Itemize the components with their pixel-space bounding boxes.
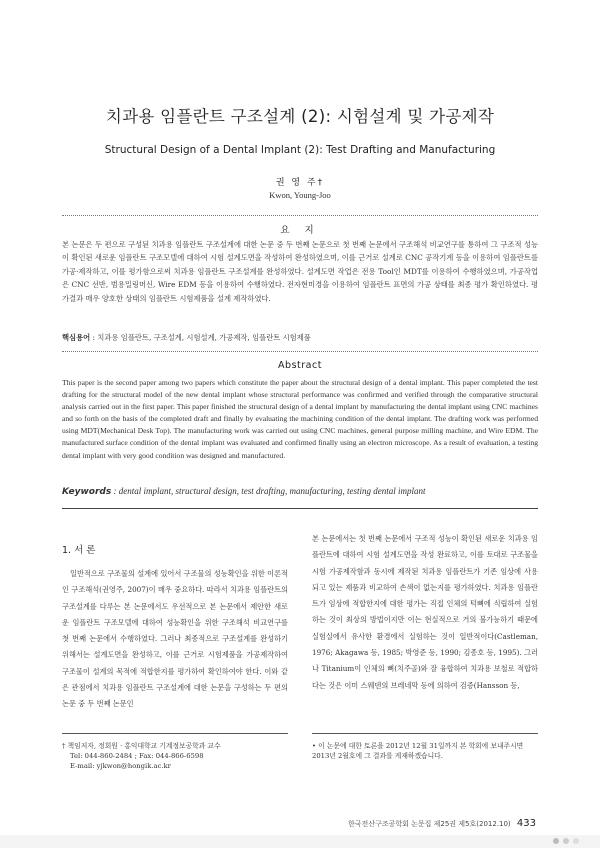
keywords-english (62, 486, 538, 497)
body-column-left (62, 566, 288, 713)
footnote-rule (312, 733, 538, 734)
keywords-english-label: Keywords (62, 487, 112, 497)
footnote-rule (62, 733, 288, 734)
footnote-discussion: • 이 논문에 대한 토론을 2012년 12월 31일까지 본 학회에 보내주시면 2013년 2월호에 그 결과를 게재하겠습니다. (312, 742, 524, 760)
body-paragraph: 본 논문에서는 첫 번째 논문에서 구조적 성능이 확인된 새로운 치과용 임플란트에 대하여 시험 설계도면을 작성 완료하고, 이를 토대로 구조물을 시험 가공제작함과 동시에 제작된 치과용 임플란트가 기존 임상에 사용되고 있는 제품과 비교하여 손색이 없는지를 평가하였다. 치과용 임플란트가 임상에 적합한지에 대한 평가는 직접 인체의 턱뼈에 식립하여 실험하는 것이 최상의 방법이지만 이는 현실적으로 거의 불가능하기 때문에 실험실에서 유사한 환경에서 실험하는 것이 일반적이다(Castleman, 1976; Akagawa 등, 1985; 박영준 등, 1990; 김종호 등, 1995). 그러나 Titanium이 인체의 뼈(치주골)와 잘 융합하여 치과용 보철로 적합하다는 것은 이미 스웨덴의 브레네막 등에 의하여 검증(Hansson 등, (312, 534, 538, 690)
abstract-korean-text: 본 논문은 두 편으로 구성된 치과용 임플란트 구조설계에 대한 논문 중 두 번째 논문으로 첫 번째 논문에서 구조해석 비교연구를 통하여 그 구조적 성능이 확인된 새로운 임플란트 구조모델에 대하여 시험 설계도면을 작성하여 완성하였으며, 이를 근거로 설계로 CNC 공작기계 등을 이용하여 임플란트를 가공·제작하고, 이를 평가함으로써 치과용 임플란트 구조설계를 완성하였다. 설계도면 작업은 전용 Tool인 MDT를 이용하여 수행하였으며, 가공작업은 CNC 선반, 범용밀링머신, Wire EDM 등을 이용하여 수행하였다. 전자현미경을 이용하여 임플란트 표면의 가공 상태를 최종 평가 확인하였다. 평가결과 매우 양호한 상태의 임플란트 시험제품을 설계 제작하였다. (62, 240, 538, 303)
divider (62, 215, 538, 216)
paper-title-english: Structural Design of a Dental Implant (2): Test Drafting and Manufacturing (104, 144, 496, 156)
author-korean: 권 영 주† (275, 178, 325, 188)
keywords-korean-list: : 치과용 임플란트, 구조설계, 시험설계, 가공제작, 임플란트 시험제품 (90, 333, 311, 342)
divider (62, 508, 538, 509)
abstract-korean-heading: 요 지 (280, 225, 320, 236)
paper-title-korean: 치과용 임플란트 구조설계 (2): 시험설계 및 가공제작 (105, 107, 495, 126)
page-footer (348, 818, 536, 829)
footnote-line: † 책임저자, 정회원 · 홍익대학교 기계정보공학과 교수 (62, 742, 221, 750)
keywords-korean (62, 333, 538, 343)
keywords-english-list: : dental implant, structural design, test drafting, manufacturing, testing dental implant (111, 486, 426, 496)
abstract-english-heading: Abstract (278, 360, 322, 371)
footnote-line: E-mail: yjkwon@hongik.ac.kr (70, 762, 171, 770)
abstract-english-text: This paper is the second paper among two papers which constitute the paper about the structural design of a dental implant. This paper completed the test drafting for the structural model of the new dental implant whose structural performance was confirmed and verified through the comparative structural analysis carried out in the first paper. This paper finished the structural design of a dental implant by manufacturing the dental implant using CNC machines and so forth on the basis of the completed draft and finally by evaluating the machining condition of the dental implant. The drafting work was performed using MDT(Mechanical Desk Top). The manufacturing work was carried out using CNC machines, general purpose milling machine, and Wire EDM. The manufactured surface condition of the dental implant was evaluated and confirmed finally using an electron microscope. As a result of evaluation, a testing dental implant with very good condition was designed and manufactured. (62, 378, 538, 460)
body-paragraph: 일반적으로 구조물의 설계에 있어서 구조물의 성능확인을 위한 이론적인 구조해석(권영주, 2007)이 매우 중요하다. 따라서 치과용 임플란트의 구조설계를 다루는 본 논문에서도 우선적으로 본 논문에서 제안한 새로운 임플란트 구조모델에 대하여 성능확인을 위한 구조해석 비교연구를 첫 번째 논문에서 수행하였다. 그러나 최종적으로 구조설계를 완성하기 위해서는 설계도면을 완성하고, 이를 근거로 시험제품을 가공제작하여 구조물이 설계의 목적에 적합한지를 평가하여 확인하여야 한다. 이와 같은 관점에서 치과용 임플란트 구조설계에 대한 논문을 구성하는 두 편의 논문 중 두 번째 논문인 (62, 569, 288, 709)
footnote-line: Tel: 044-860-2484 ; Fax: 044-866-6598 (70, 752, 204, 760)
journal-citation: 한국전산구조공학회 논문집 제25권 제5호(2012.10) (348, 820, 511, 828)
keywords-korean-label: 핵심용어 (62, 333, 91, 342)
footnote-author (62, 741, 288, 771)
page-number: 433 (516, 818, 536, 829)
footer-decoration (0, 835, 600, 848)
divider (62, 351, 538, 352)
author-english: Kwon, Young-Joo (269, 190, 331, 200)
section-heading-introduction: 1. 서 론 (62, 545, 96, 556)
body-column-right (312, 531, 538, 694)
